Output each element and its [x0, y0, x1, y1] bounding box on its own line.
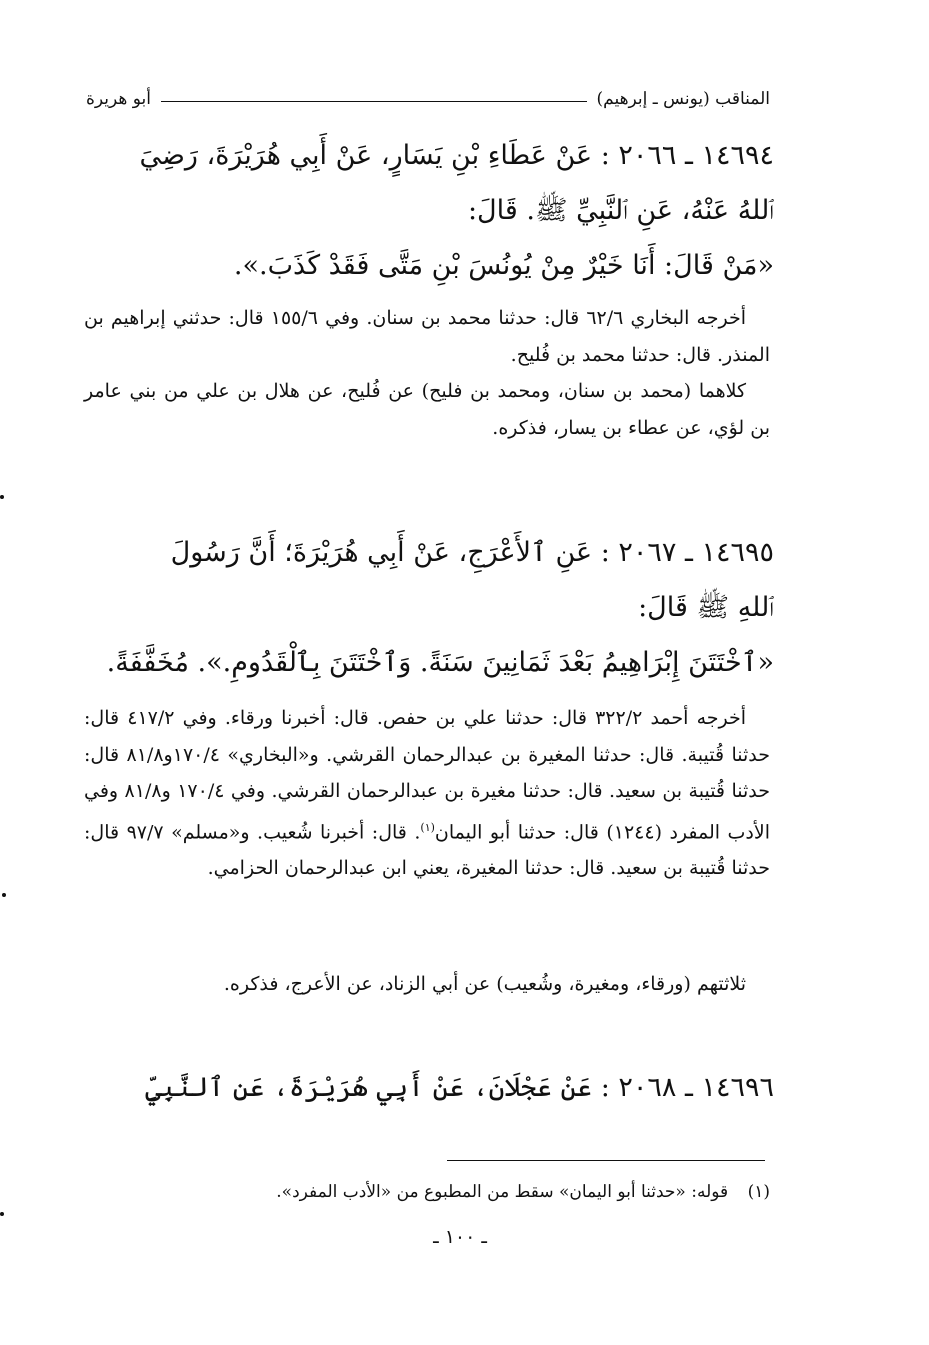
commentary-paragraph: ثلاثتهم (ورقاء، ومغيرة، وشُعيب) عن أبي الزناد، عن الأعرج، فذكره. [223, 973, 746, 995]
hadith-line: ١٤٦٩٦ ـ ٢٠٦٨ : عَنْ عَجْلَانَ، عَنْ أَبِي هُرَيْرَةَ، عَنِ ٱلنَّبِيِّ [145, 1072, 774, 1103]
header-rule [161, 101, 587, 102]
running-header [86, 86, 770, 112]
hadith-14696 [84, 1060, 774, 1115]
footnote [180, 1182, 770, 1202]
hadith-line: ١٤٦٩٥ ـ ٢٠٦٧ : عَنِ ٱلأَعْرَجِ، عَنْ أَبِي هُرَيْرَةَ؛ أَنَّ رَسُولَ [170, 537, 774, 568]
commentary-text: أخرجه أحمد ٣٢٢/٢ قال: حدثنا علي بن حفص. قال: أخبرنا ورقاء. وفي ٤١٧/٢ قال: حدثنا قُتيبة. قال: حدثنا المغيرة بن عبدالرحمان القرشي. و«البخاري» ١٧٠/٤و٨١/٨ قال: حدثنا قُتيبة بن سعيد. قال: حدثنا مغيرة بن عبدالرحمان القرشي. وفي ١٧٠/٤ و٨١/٨ وفي الأدب المفرد (١٢٤٤) قال: حدثنا أبو اليمان [84, 707, 771, 843]
hadith-line: ٱللهُ عَنْهُ، عَنِ ٱلنَّبِيِّ ﷺ. قَالَ: [467, 195, 774, 226]
header-section-title: المناقب (يونس ـ إبرهيم) [596, 89, 770, 109]
scan-mark [0, 495, 4, 499]
hadith-line: «مَنْ قَالَ: أَنَا خَيْرٌ مِنْ يُونُسَ بْنِ مَتَّى فَقَدْ كَذَبَ.». [233, 250, 774, 281]
hadith-14695 [84, 525, 774, 690]
footnote-text: قوله: «حدثنا أبو اليمان» سقط من المطبوع من «الأدب المفرد». [276, 1182, 729, 1202]
hadith-line: «ٱخْتَتَنَ إِبْرَاهِيمُ بَعْدَ ثَمَانِينَ سَنَةً. وَٱخْتَتَنَ بِٱلْقَدُومِ.». مُخَفَّفَةً. [106, 647, 774, 678]
hadith-line: ٱللهِ ﷺ قَالَ: [638, 592, 774, 623]
scan-mark [0, 1212, 4, 1216]
hadith-line: ١٤٦٩٤ ـ ٢٠٦٦ : عَنْ عَطَاءِ بْنِ يَسَارٍ، عَنْ أَبِي هُرَيْرَةَ، رَضِيَ [139, 140, 774, 171]
commentary-paragraph [84, 700, 770, 887]
page-number: ـ ١٠٠ ـ [433, 1226, 487, 1248]
header-narrator: أبو هريرة [86, 89, 152, 109]
footnote-reference: (١) [420, 820, 435, 834]
footnote-number: (١) [747, 1182, 770, 1202]
commentary-paragraph: أخرجه البخاري ٦٢/٦ قال: حدثنا محمد بن سنان. وفي ١٥٥/٦ قال: حدثني إبراهيم بن المنذر. قال: حدثنا محمد بن فُليح. [84, 307, 770, 366]
commentary-paragraph: كلاهما (محمد بن سنان، ومحمد بن فليح) عن فُليح، عن هلال بن علي من بني عامر بن لؤي، عن عطاء بن يسار، فذكره. [84, 380, 770, 439]
scan-mark [2, 893, 6, 897]
footnote-rule [447, 1160, 765, 1161]
hadith-14694 [84, 128, 774, 293]
commentary-text: . قال: أخبرنا شُعيب. و«مسلم» ٩٧/٧ قال: حدثنا قُتيبة بن سعيد. قال: حدثنا المغيرة، يعني ابن عبدالرحمان الحزامي. [84, 820, 770, 880]
